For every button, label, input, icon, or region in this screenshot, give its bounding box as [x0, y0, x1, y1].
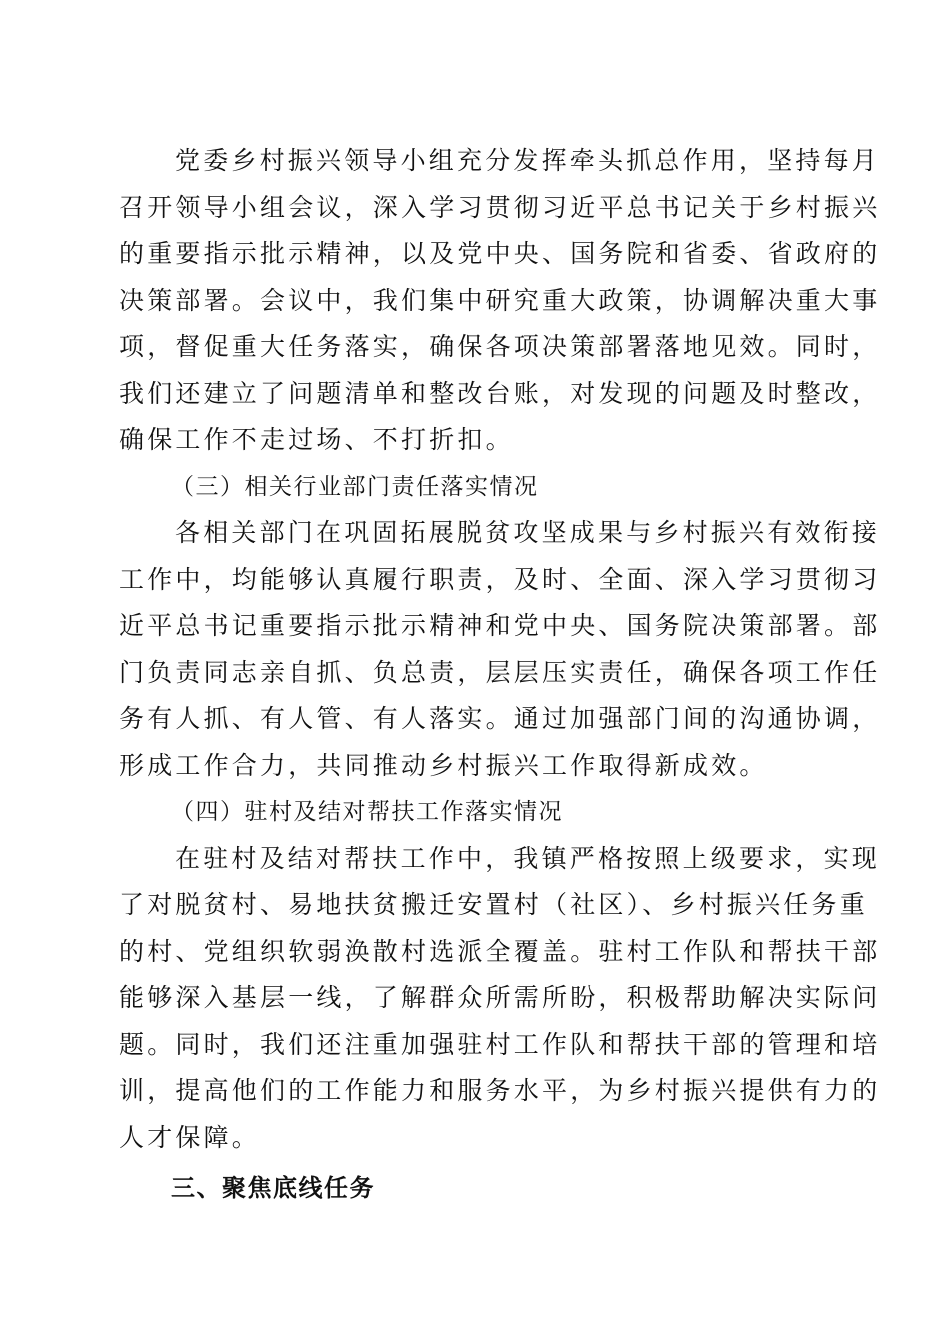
subsection-heading: （三）相关行业部门责任落实情况 — [171, 473, 539, 500]
paragraph-line: 形成工作合力，共同推动乡村振兴工作取得新成效。 — [119, 750, 768, 780]
paragraph-line: 人才保障。 — [119, 1122, 261, 1152]
section-title: 三、聚焦底线任务 — [171, 1174, 375, 1202]
paragraph-line: 了对脱贫村、易地扶贫搬迁安置村（社区）、乡村振兴任务重 — [119, 890, 868, 919]
paragraph-line: 工作中，均能够认真履行职责，及时、全面、深入学习贯彻习 — [119, 564, 881, 594]
paragraph-line: 的重要指示批示精神，以及党中央、国务院和省委、省政府的 — [119, 239, 881, 268]
document-body — [119, 138, 881, 1212]
paragraph-line: 我们还建立了问题清单和整改台账，对发现的问题及时整改， — [119, 378, 881, 408]
paragraph-line: 门负责同志亲自抓、负总责，层层压实责任，确保各项工作任 — [119, 657, 881, 687]
paragraph — [119, 510, 881, 789]
paragraph-line: 务有人抓、有人管、有人落实。通过加强部门间的沟通协调， — [119, 704, 881, 733]
paragraph-line: 党委乡村振兴领导小组充分发挥牵头抓总作用，坚持每月 — [175, 146, 881, 175]
paragraph-line: 的村、党组织软弱涣散村选派全覆盖。驻村工作队和帮扶干部 — [119, 936, 881, 966]
paragraph-line: 项，督促重大任务落实，确保各项决策部署落地见效。同时， — [119, 332, 881, 361]
paragraph-line: 题。同时，我们还注重加强驻村工作队和帮扶干部的管理和培 — [119, 1029, 881, 1059]
paragraph-line: 召开领导小组会议，深入学习贯彻习近平总书记关于乡村振兴 — [119, 192, 881, 222]
paragraph-line: 训，提高他们的工作能力和服务水平，为乡村振兴提供有力的 — [119, 1076, 881, 1105]
paragraph-line: 决策部署。会议中，我们集中研究重大政策，协调解决重大事 — [119, 285, 881, 315]
paragraph-line: 在驻村及结对帮扶工作中，我镇严格按照上级要求，实现 — [175, 843, 881, 873]
paragraph-line: 确保工作不走过场、不打折扣。 — [119, 425, 514, 454]
paragraph — [119, 836, 881, 1162]
paragraph-line: 近平总书记重要指示批示精神和党中央、国务院决策部署。部 — [119, 611, 881, 640]
paragraph-line: 能够深入基层一线，了解群众所需所盼，积极帮助解决实际问 — [119, 983, 881, 1012]
subsection-heading: （四）驻村及结对帮扶工作落实情况 — [171, 799, 563, 825]
paragraph — [119, 138, 881, 464]
paragraph-line: 各相关部门在巩固拓展脱贫攻坚成果与乡村振兴有效衔接 — [175, 518, 881, 547]
